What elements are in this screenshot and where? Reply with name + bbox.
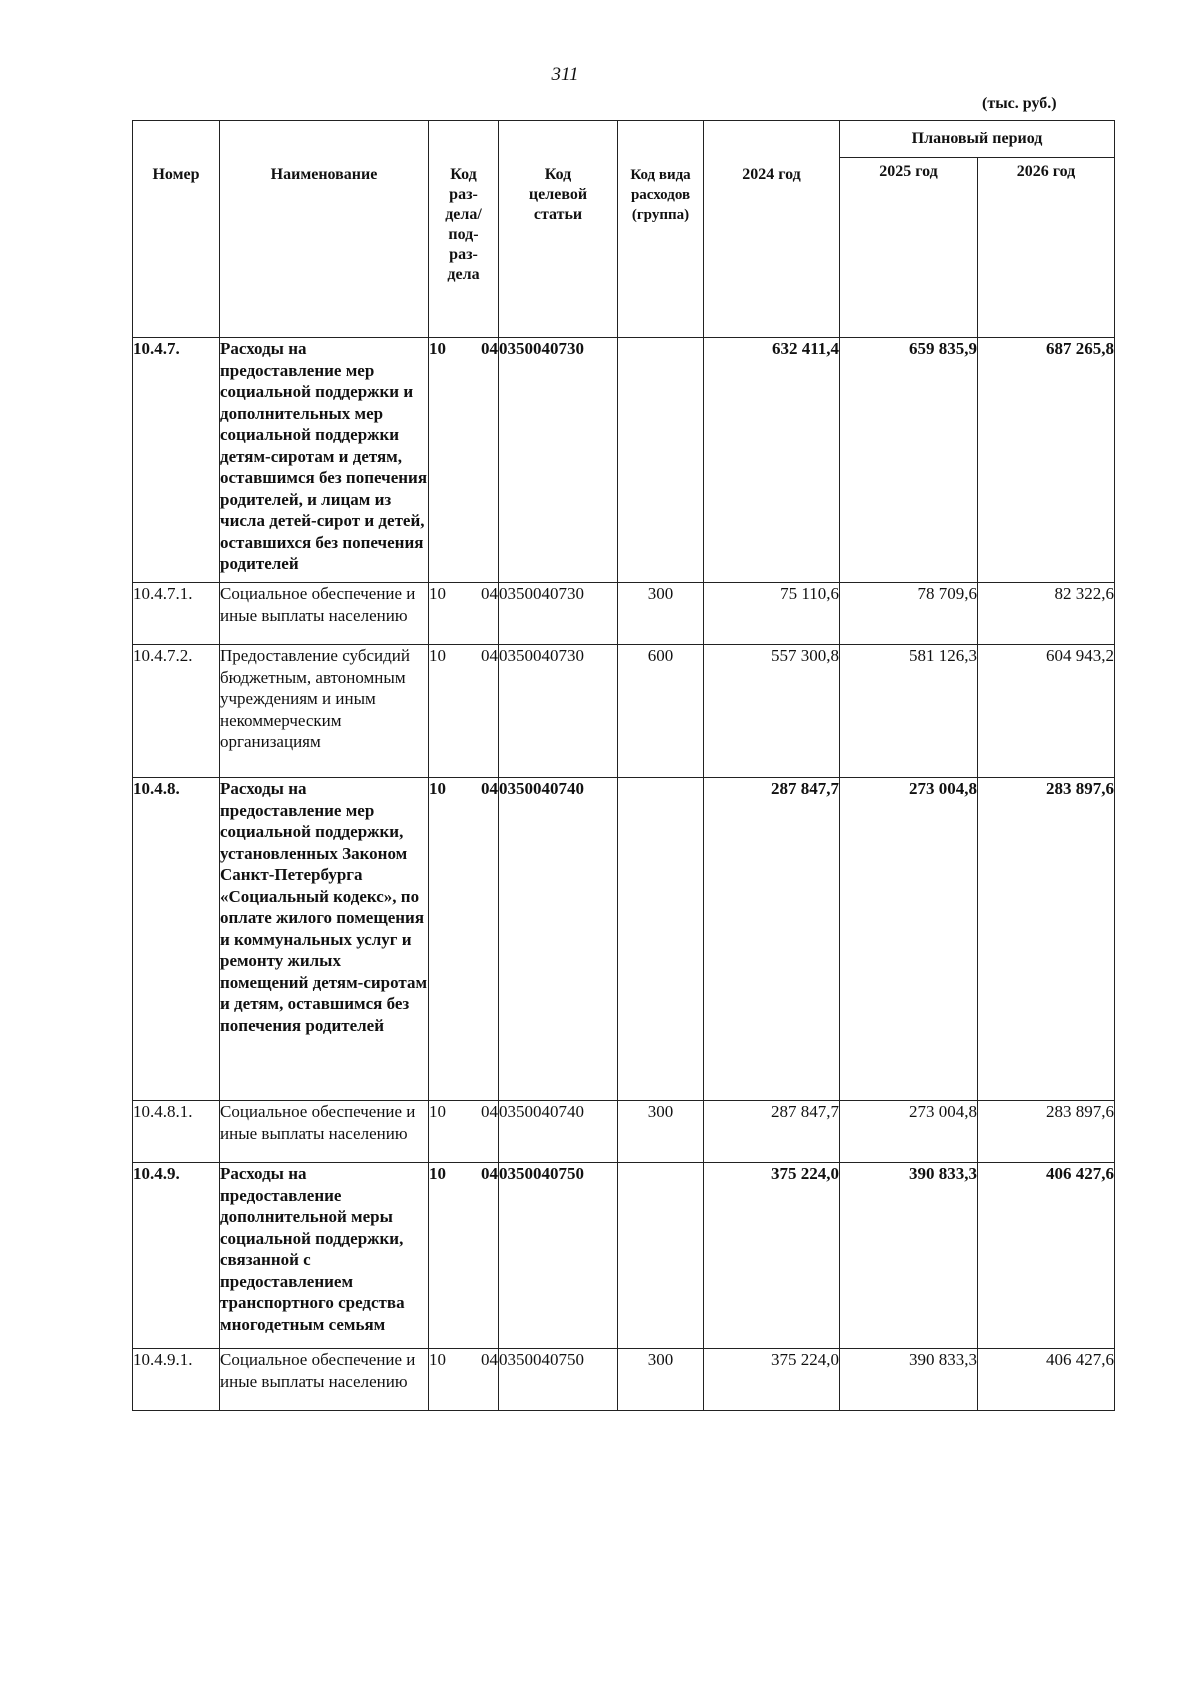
row-expense-type [618,338,704,583]
row-expense-type: 300 [618,583,704,645]
table-body [133,338,1115,1411]
row-section: 10 [429,584,446,603]
row-section: 10 [429,1164,446,1183]
row-value-2025: 390 833,3 [840,1163,978,1349]
row-value-2024: 375 224,0 [704,1349,840,1411]
row-value-2025: 659 835,9 [840,338,978,583]
row-number: 10.4.9. [133,1163,220,1349]
header-section-code: Код раз- дела/ под- раз- дела [429,121,499,338]
row-value-2024: 557 300,8 [704,645,840,778]
table-row [133,583,1115,645]
row-subsection: 04 [481,779,498,798]
row-value-2026: 82 322,6 [978,583,1115,645]
row-value-2024: 75 110,6 [704,583,840,645]
row-section-code [429,778,499,1101]
row-number: 10.4.7.1. [133,583,220,645]
row-number: 10.4.8. [133,778,220,1101]
row-section-code [429,645,499,778]
row-target-code: 0350040730 [499,338,618,583]
row-section-code [429,1163,499,1349]
row-target-code: 0350040750 [499,1163,618,1349]
row-value-2024: 632 411,4 [704,338,840,583]
row-section: 10 [429,779,446,798]
row-number: 10.4.7.2. [133,645,220,778]
row-expense-type: 300 [618,1349,704,1411]
row-name: Социальное обеспечение и иные выплаты населению [220,583,429,645]
row-section-code [429,583,499,645]
budget-table [132,120,1115,1411]
row-section-code [429,1101,499,1163]
row-subsection: 04 [481,1164,498,1183]
row-expense-type [618,1163,704,1349]
row-subsection: 04 [481,646,498,665]
row-target-code: 0350040730 [499,583,618,645]
header-target-code: Код целевой статьи [499,121,618,338]
row-number: 10.4.8.1. [133,1101,220,1163]
table-row [133,1163,1115,1349]
row-name: Предоставление субсидий бюджетным, автономным учреждениям и иным некоммерческим организациям [220,645,429,778]
row-value-2026: 283 897,6 [978,1101,1115,1163]
row-target-code: 0350040750 [499,1349,618,1411]
row-name: Социальное обеспечение и иные выплаты населению [220,1101,429,1163]
row-name: Расходы на предоставление дополнительной меры социальной поддержки, связанной с предоставлением транспортного средства многодетным семьям [220,1163,429,1349]
row-value-2025: 78 709,6 [840,583,978,645]
row-value-2026: 687 265,8 [978,338,1115,583]
table-row [133,338,1115,583]
units-label: (тыс. руб.) [982,95,1057,112]
row-number: 10.4.9.1. [133,1349,220,1411]
header-2026: 2026 год [978,158,1115,338]
row-section-code [429,1349,499,1411]
row-number: 10.4.7. [133,338,220,583]
row-value-2026: 406 427,6 [978,1349,1115,1411]
row-section: 10 [429,339,446,358]
row-value-2026: 604 943,2 [978,645,1115,778]
header-2024: 2024 год [704,121,840,338]
row-subsection: 04 [481,339,498,358]
header-2025: 2025 год [840,158,978,338]
row-target-code: 0350040730 [499,645,618,778]
row-subsection: 04 [481,584,498,603]
header-planned-period: Плановый период [840,121,1115,158]
row-value-2025: 581 126,3 [840,645,978,778]
table-row [133,778,1115,1101]
row-section: 10 [429,646,446,665]
row-expense-type: 300 [618,1101,704,1163]
row-target-code: 0350040740 [499,778,618,1101]
table-row [133,1101,1115,1163]
table-row [133,1349,1115,1411]
row-expense-type [618,778,704,1101]
row-subsection: 04 [481,1102,498,1121]
row-value-2024: 287 847,7 [704,778,840,1101]
row-name: Расходы на предоставление мер социальной поддержки, установленных Законом Санкт-Петербурга «Социальный кодекс», по оплате жилого помещения и коммунальных услуг и ремонту жилых помещений детям-сиротам и детям, оставшимся без попечения родителей [220,778,429,1101]
page-number: 311 [551,64,579,85]
row-value-2026: 406 427,6 [978,1163,1115,1349]
row-value-2026: 283 897,6 [978,778,1115,1101]
row-section-code [429,338,499,583]
row-subsection: 04 [481,1350,498,1369]
row-value-2025: 273 004,8 [840,1101,978,1163]
header-expense-type: Код вида расходов (группа) [618,121,704,338]
row-value-2025: 390 833,3 [840,1349,978,1411]
table-header [133,121,1115,338]
row-section: 10 [429,1102,446,1121]
row-value-2025: 273 004,8 [840,778,978,1101]
table-row [133,645,1115,778]
header-name: Наименование [220,121,429,338]
row-value-2024: 375 224,0 [704,1163,840,1349]
header-number: Номер [133,121,220,338]
row-target-code: 0350040740 [499,1101,618,1163]
row-section: 10 [429,1350,446,1369]
row-name: Социальное обеспечение и иные выплаты населению [220,1349,429,1411]
row-expense-type: 600 [618,645,704,778]
row-value-2024: 287 847,7 [704,1101,840,1163]
row-name: Расходы на предоставление мер социальной поддержки и дополнительных мер социальной поддержки детям-сиротам и детям, оставшимся без попечения родителей, и лицам из числа детей-сирот и детей, оставшихся без попечения родителей [220,338,429,583]
